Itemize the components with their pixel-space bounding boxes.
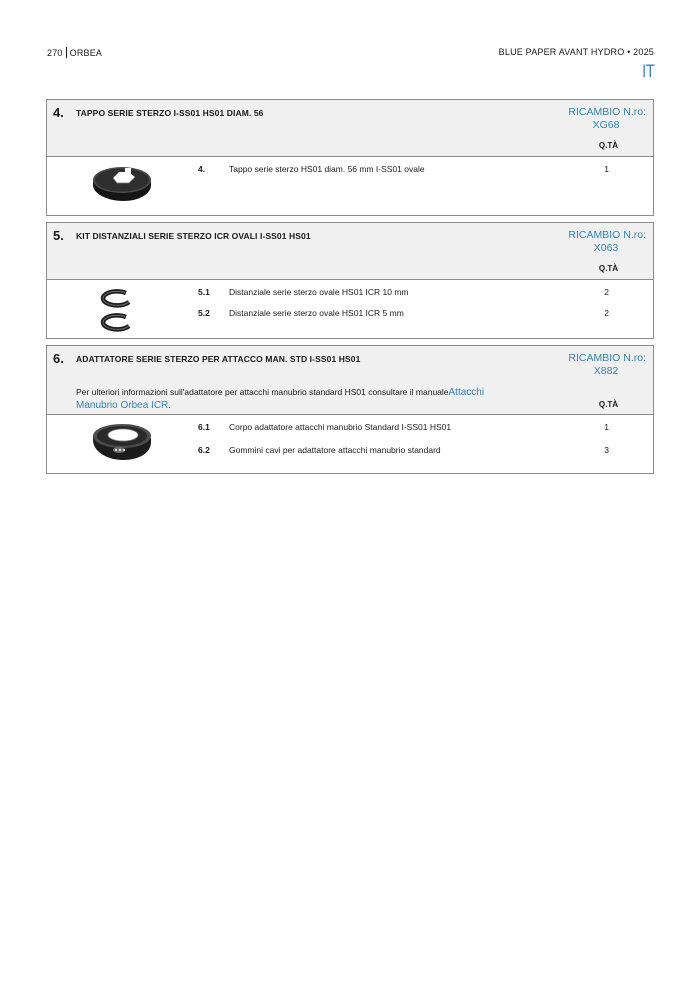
part-quantity: 3 (604, 445, 609, 455)
part-number: 5.1 (198, 287, 210, 297)
part-number: 4. (198, 164, 206, 174)
part-description: Distanziale serie sterzo ovale HS01 ICR 5 mm (229, 308, 404, 318)
section-body (47, 157, 653, 215)
section-body (47, 415, 653, 473)
spare-part-ref (546, 352, 646, 378)
spare-part-ref (546, 229, 646, 255)
brand-name: ORBEA (69, 48, 103, 58)
part-quantity: 2 (604, 308, 609, 318)
qty-header: Q.TÀ (598, 141, 618, 150)
part-description: Distanziale serie sterzo ovale HS01 ICR 10 mm (229, 287, 409, 297)
spare-part-code: XG68 (592, 119, 620, 131)
manual-link-cont[interactable]: Manubrio Orbea ICR (76, 400, 169, 411)
spare-part-label: RICAMBIO N.ro: (568, 229, 646, 241)
part-row (47, 287, 653, 301)
manual-link[interactable]: Attacchi (448, 387, 485, 398)
qty-header: Q.TÀ (598, 264, 618, 273)
section-number: 4. (53, 105, 64, 120)
page-header-left (47, 47, 102, 58)
part-row (47, 422, 653, 436)
part-description: Corpo adattatore attacchi manubrio Standard I-SS01 HS01 (229, 422, 452, 432)
header-divider (66, 47, 67, 58)
section-header (47, 100, 653, 157)
page-number: 270 (47, 48, 63, 58)
part-description: Tappo serie sterzo HS01 diam. 56 mm I-SS01 ovale (229, 164, 425, 174)
section-5 (46, 222, 654, 339)
part-row (47, 308, 653, 322)
spare-part-ref (546, 106, 646, 132)
section-header (47, 346, 653, 415)
document-title: BLUE PAPER AVANT HYDRO • 2025 (498, 47, 654, 57)
part-quantity: 2 (604, 287, 609, 297)
spare-part-code: X063 (593, 242, 619, 254)
section-title: ADATTATORE SERIE STERZO PER ATTACCO MAN. STD I-SS01 HS01 (76, 354, 361, 364)
info-note-end: . (168, 400, 171, 410)
part-row (47, 445, 653, 459)
section-number: 6. (53, 351, 64, 366)
section-number: 5. (53, 228, 64, 243)
part-quantity: 1 (604, 164, 609, 174)
section-body (47, 280, 653, 338)
spare-part-label: RICAMBIO N.ro: (568, 106, 646, 118)
info-note (76, 386, 546, 412)
part-number: 6.1 (198, 422, 210, 432)
part-quantity: 1 (604, 422, 609, 432)
part-row (47, 164, 653, 178)
section-header (47, 223, 653, 280)
part-number: 5.2 (198, 308, 210, 318)
section-4 (46, 99, 654, 216)
qty-header: Q.TÀ (598, 400, 618, 409)
part-description: Gommini cavi per adattatore attacchi manubrio standard (229, 445, 441, 455)
language-code: IT (641, 62, 654, 82)
spare-part-code: X882 (593, 365, 619, 377)
info-note-text: Per ulteriori informazioni sull'adattatore per attacchi manubrio standard HS01 consultare il manuale (76, 387, 449, 397)
section-title: TAPPO SERIE STERZO I-SS01 HS01 DIAM. 56 (76, 108, 264, 118)
part-number: 6.2 (198, 445, 210, 455)
section-6 (46, 345, 654, 474)
spare-part-label: RICAMBIO N.ro: (568, 352, 646, 364)
section-title: KIT DISTANZIALI SERIE STERZO ICR OVALI I-SS01 HS01 (76, 231, 311, 241)
